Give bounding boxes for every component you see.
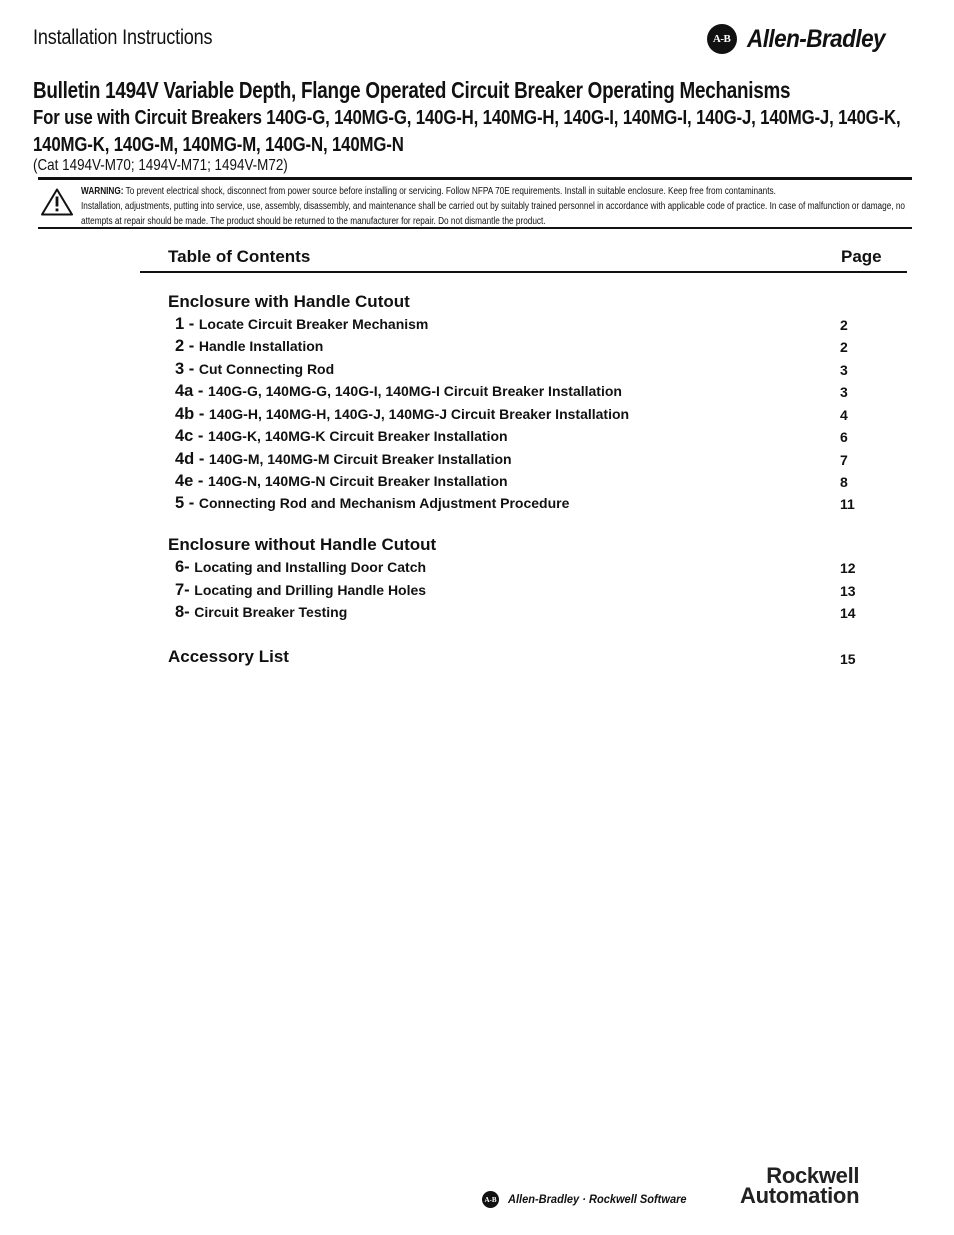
toc-entry-number: 4a -	[175, 382, 209, 400]
toc-entry-text: Circuit Breaker Testing	[194, 604, 348, 620]
toc-entry-page: 4	[840, 407, 848, 423]
toc-entry-text: 140G-K, 140MG-K Circuit Breaker Installation	[208, 428, 508, 444]
toc-entry-number: 2 -	[175, 337, 199, 355]
toc-section-title: Enclosure with Handle Cutout	[168, 292, 410, 311]
toc-entry-number: 5 -	[175, 494, 199, 512]
toc-entry-number: 8-	[175, 603, 195, 621]
toc-entry-text: 140G-M, 140MG-M Circuit Breaker Installation	[208, 451, 512, 467]
toc-header-page: Page	[841, 247, 882, 266]
toc-entry-text: Handle Installation	[198, 338, 324, 354]
toc-entry-text: 140G-H, 140MG-H, 140G-J, 140MG-J Circuit Breaker Installation	[208, 406, 630, 422]
toc-entry[interactable]	[175, 450, 865, 472]
toc-entry-page: 15	[840, 651, 856, 667]
toc-entry-page: 2	[840, 317, 848, 333]
toc-header-title: Table of Contents	[168, 247, 311, 266]
table-of-contents	[140, 240, 907, 667]
toc-entry-text: Cut Connecting Rod	[198, 361, 335, 377]
toc-entry-text: 140G-N, 140MG-N Circuit Breaker Installation	[208, 473, 508, 489]
toc-entry-page: 11	[840, 496, 855, 512]
toc-entry-text: Locating and Installing Door Catch	[194, 559, 427, 575]
document-type: Installation Instructions	[33, 26, 213, 49]
ab-logo-icon: A-B	[707, 24, 737, 54]
rockwell-automation-logo	[740, 1163, 860, 1208]
toc-entry-page: 2	[840, 339, 848, 355]
toc-entry[interactable]	[175, 603, 865, 625]
toc-entry-page: 12	[840, 560, 856, 576]
toc-entry-text: 140G-G, 140MG-G, 140G-I, 140MG-I Circuit Breaker Installation	[208, 383, 622, 399]
toc-entry-number: 4c -	[175, 427, 209, 445]
page-subtitle: For use with Circuit Breakers 140G-G, 140MG-G, 140G-H, 140MG-H, 140G-I, 140MG-I, 140G-J, 140MG-J, 140G-K, 140MG-K, 140G-M, 140MG-M, 140G-N, 140MG-N	[33, 106, 901, 156]
footer-branding	[482, 1164, 902, 1214]
toc-entry-number: 4e -	[175, 472, 209, 490]
toc-entry[interactable]	[175, 315, 865, 337]
toc-entry[interactable]	[175, 405, 865, 427]
footer-brands: Allen-Bradley · Rockwell Software	[508, 1192, 687, 1206]
toc-entry-number: 7-	[175, 581, 195, 599]
toc-entry[interactable]	[175, 360, 865, 382]
toc-entry[interactable]	[175, 558, 865, 580]
toc-entry[interactable]	[175, 581, 865, 603]
toc-entry-text: Locate Circuit Breaker Mechanism	[198, 316, 429, 332]
toc-entry-page: 8	[840, 474, 848, 490]
toc-entry-number: 3 -	[175, 360, 199, 378]
toc-section-title: Accessory List	[168, 647, 289, 666]
toc-section-title: Enclosure without Handle Cutout	[168, 535, 437, 554]
toc-entry-accessory-list[interactable]	[168, 647, 858, 669]
toc-entry[interactable]	[175, 427, 865, 449]
ab-logo-small-icon: A-B	[482, 1191, 499, 1208]
catalog-numbers: (Cat 1494V-M70; 1494V-M71; 1494V-M72)	[33, 157, 288, 174]
toc-entry-text: Connecting Rod and Mechanism Adjustment Procedure	[198, 495, 570, 511]
warning-line-2: Installation, adjustments, putting into service, use, assembly, disassembly, and maintenance shall be carried out by suitably trained personnel in accordance with applicable code of practice. In case of malfunction or damage, no attempts at repair should be made. The product should be returned to the manufacturer for repair. Do not dismantle the product.	[81, 201, 906, 227]
toc-entry-page: 13	[840, 583, 856, 599]
warning-text	[81, 184, 929, 229]
warning-label: WARNING:	[81, 186, 124, 197]
toc-entry[interactable]	[175, 337, 865, 359]
toc-entry-number: 4d -	[175, 450, 209, 468]
toc-entry[interactable]	[175, 494, 865, 516]
warning-box	[38, 177, 912, 229]
toc-entry-page: 6	[840, 429, 848, 445]
toc-entry-page: 14	[840, 605, 856, 621]
brand-name: Allen-Bradley	[746, 24, 885, 53]
page-title: Bulletin 1494V Variable Depth, Flange Operated Circuit Breaker Operating Mechanisms	[33, 77, 791, 103]
toc-entry[interactable]	[175, 382, 865, 404]
toc-entry[interactable]	[175, 472, 865, 494]
brand-header	[707, 24, 900, 54]
toc-entry-text: Locating and Drilling Handle Holes	[194, 582, 427, 598]
warning-line-1: To prevent electrical shock, disconnect from power source before installing or servicing. Follow NFPA 70E requirements. Install in suitable enclosure. Keep free from contaminants.	[123, 186, 776, 197]
toc-entry-number: 6-	[175, 558, 195, 576]
toc-entry-page: 3	[840, 362, 848, 378]
rockwell-logo-line-1: Rockwell	[766, 1163, 860, 1188]
toc-entry-number: 1 -	[175, 315, 199, 333]
rockwell-logo-line-2: Automation	[740, 1183, 860, 1208]
toc-header	[140, 240, 907, 273]
toc-entry-number: 4b -	[175, 405, 209, 423]
toc-entry-page: 3	[840, 384, 848, 400]
toc-entry-page: 7	[840, 452, 848, 468]
warning-triangle-icon	[41, 188, 73, 216]
